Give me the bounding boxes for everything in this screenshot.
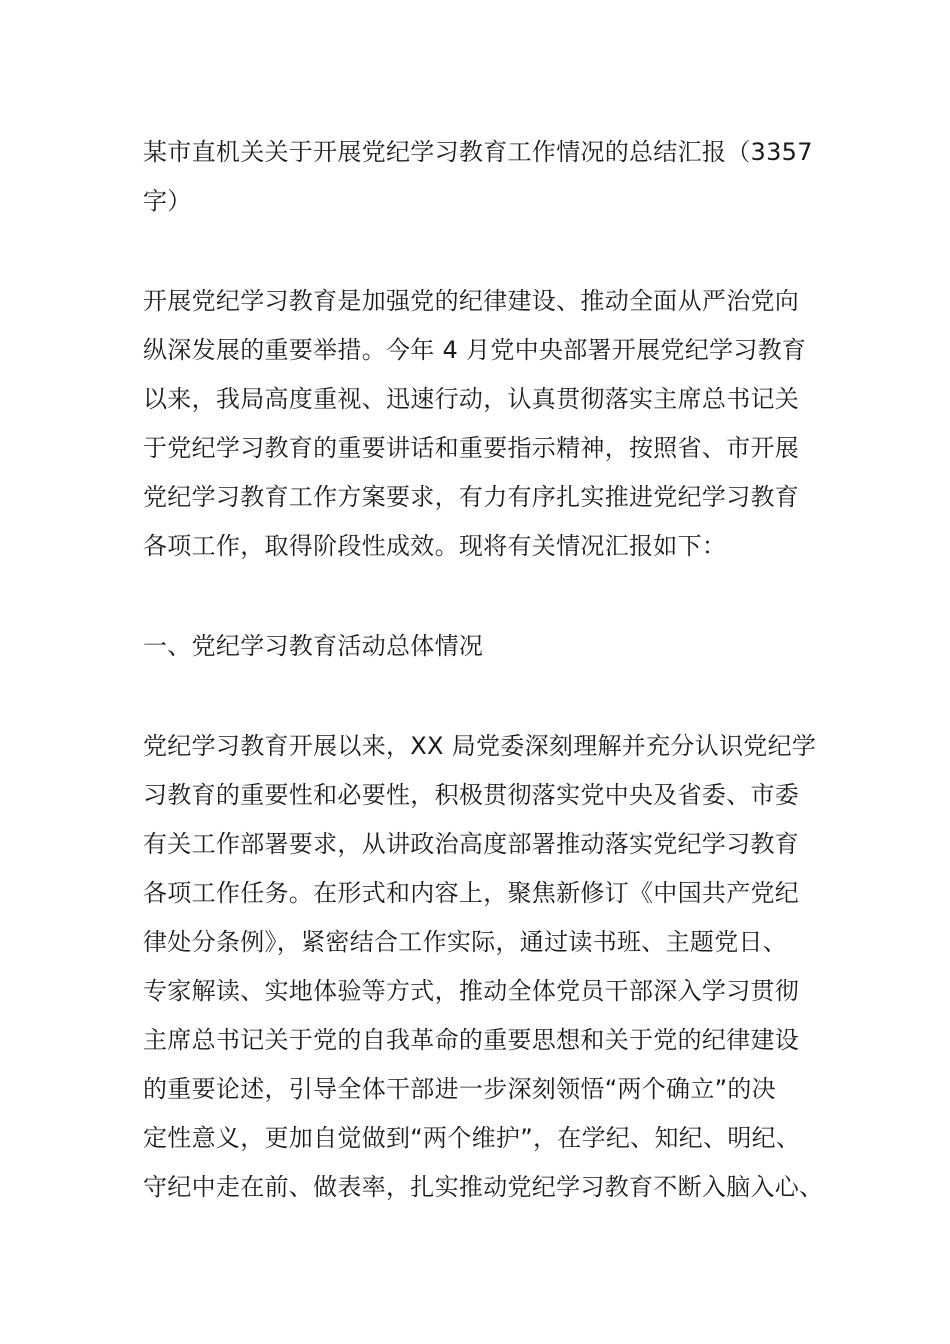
document-page bbox=[143, 128, 823, 1263]
text-line: 党纪学习教育工作方案要求，有力有序扎实推进党纪学习教育 bbox=[143, 483, 800, 511]
text-line: 的重要论述，引导全体干部进一步深刻领悟“两个确立”的决 bbox=[143, 1075, 776, 1103]
text-line: 各项工作，取得阶段性成效。现将有关情况汇报如下： bbox=[143, 532, 727, 560]
intro-paragraph bbox=[143, 277, 823, 571]
text-line: 党纪学习教育开展以来，XX 局党委深刻理解并充分认识党纪学 bbox=[143, 732, 817, 760]
section-heading: 一、党纪学习教育活动总体情况 bbox=[143, 632, 484, 660]
title-line: 某市直机关关于开展党纪学习教育工作情况的总结汇报（3357 bbox=[143, 138, 813, 166]
text-line: 专家解读、实地体验等方式，推动全体党员干部深入学习贯彻 bbox=[143, 977, 800, 1005]
text-line: 习教育的重要性和必要性，积极贯彻落实党中央及省委、市委 bbox=[143, 781, 800, 809]
text-line: 有关工作部署要求，从讲政治高度部署推动落实党纪学习教育 bbox=[143, 830, 800, 858]
text-line: 开展党纪学习教育是加强党的纪律建设、推动全面从严治党向 bbox=[143, 287, 800, 315]
text-line: 各项工作任务。在形式和内容上，聚焦新修订《中国共产党纪 bbox=[143, 879, 800, 907]
text-line: 于党纪学习教育的重要讲话和重要指示精神，按照省、市开展 bbox=[143, 434, 800, 462]
text-line: 定性意义，更加自觉做到“两个维护”，在学纪、知纪、明纪、 bbox=[143, 1124, 801, 1152]
text-line: 守纪中走在前、做表率，扎实推动党纪学习教育不断入脑入心、 bbox=[143, 1173, 824, 1201]
text-line: 以来，我局高度重视、迅速行动，认真贯彻落实主席总书记关 bbox=[143, 385, 800, 413]
title-line: 字） bbox=[143, 187, 192, 215]
text-line: 律处分条例》，紧密结合工作实际，通过读书班、主题党日、 bbox=[143, 928, 788, 956]
section-paragraph bbox=[143, 722, 823, 1212]
document-title bbox=[143, 128, 823, 226]
text-line: 主席总书记关于党的自我革命的重要思想和关于党的纪律建设 bbox=[143, 1026, 800, 1054]
text-line: 纵深发展的重要举措。今年 4 月党中央部署开展党纪学习教育 bbox=[143, 336, 807, 364]
